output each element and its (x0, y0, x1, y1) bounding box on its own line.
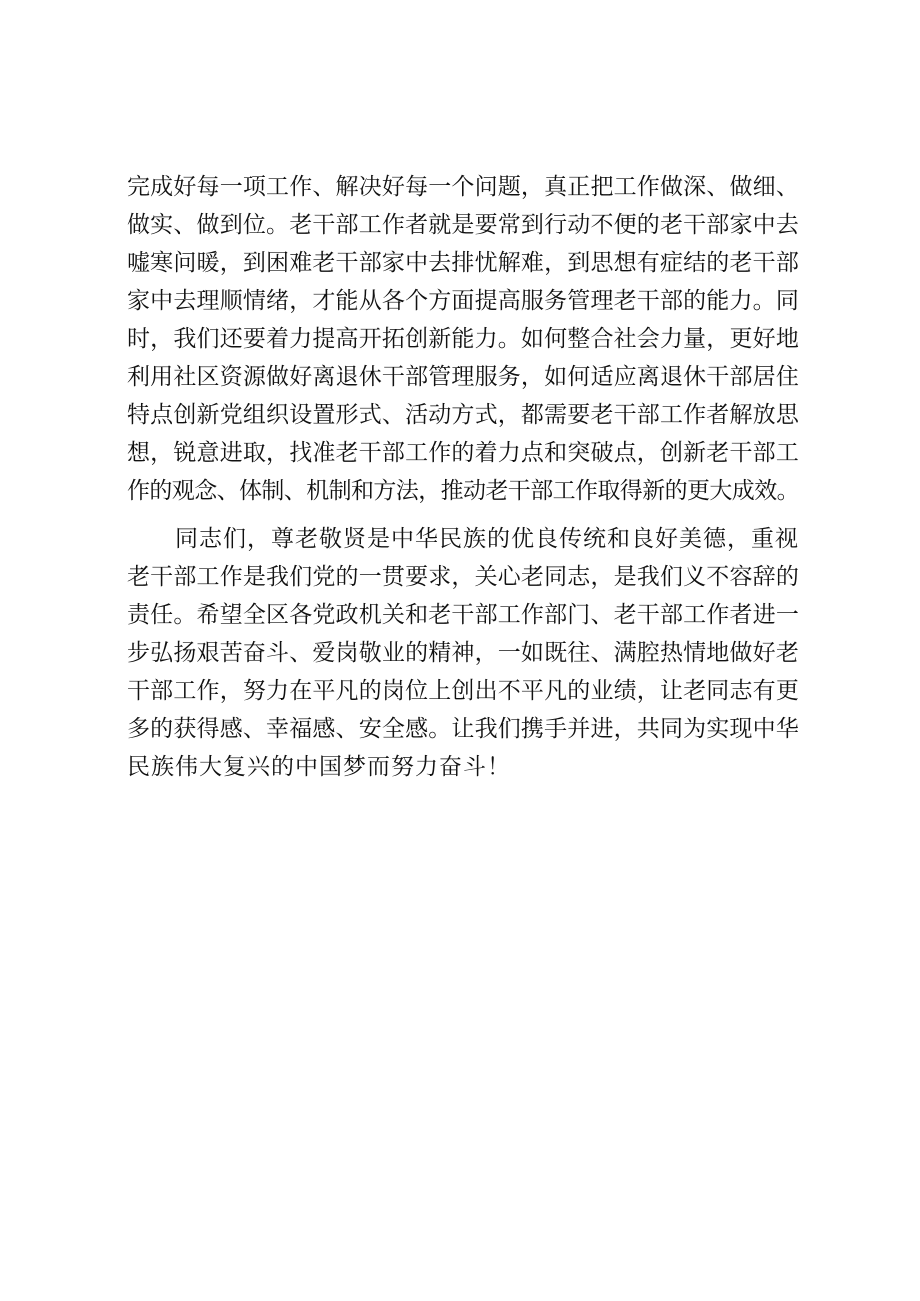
text-line: 民族伟大复兴的中国梦而努力奋斗！ (127, 754, 511, 780)
document-body (127, 168, 799, 786)
text-line: 老干部工作是我们党的一贯要求，关心老同志，是我们义不容辞的 (127, 564, 799, 590)
paragraph-2 (127, 520, 799, 786)
text-line: 利用社区资源做好离退休干部管理服务，如何适应离退休干部居住 (127, 364, 799, 390)
text-line: 时，我们还要着力提高开拓创新能力。如何整合社会力量，更好地 (127, 326, 799, 352)
text-line: 家中去理顺情绪，才能从各个方面提高服务管理老干部的能力。同 (127, 288, 799, 314)
text-line: 特点创新党组织设置形式、活动方式，都需要老干部工作者解放思 (127, 402, 799, 428)
text-line: 作的观念、体制、机制和方法，推动老干部工作取得新的更大成效。 (127, 478, 800, 504)
text-line: 干部工作，努力在平凡的岗位上创出不平凡的业绩，让老同志有更 (127, 678, 799, 704)
text-line: 步弘扬艰苦奋斗、爱岗敬业的精神，一如既往、满腔热情地做好老 (127, 640, 799, 666)
text-line: 想，锐意进取，找准老干部工作的着力点和突破点，创新老干部工 (127, 440, 799, 466)
text-line: 同志们，尊老敬贤是中华民族的优良传统和良好美德，重视 (175, 526, 799, 552)
text-line: 做实、做到位。老干部工作者就是要常到行动不便的老干部家中去 (127, 212, 799, 238)
text-line: 完成好每一项工作、解决好每一个问题，真正把工作做深、做细、 (127, 174, 799, 200)
text-line: 责任。希望全区各党政机关和老干部工作部门、老干部工作者进一 (127, 602, 799, 628)
paragraph-spacer (127, 510, 799, 520)
text-line: 嘘寒问暖，到困难老干部家中去排忧解难，到思想有症结的老干部 (127, 250, 799, 276)
paragraph-1 (127, 168, 799, 510)
text-line: 多的获得感、幸福感、安全感。让我们携手并进，共同为实现中华 (127, 716, 799, 742)
